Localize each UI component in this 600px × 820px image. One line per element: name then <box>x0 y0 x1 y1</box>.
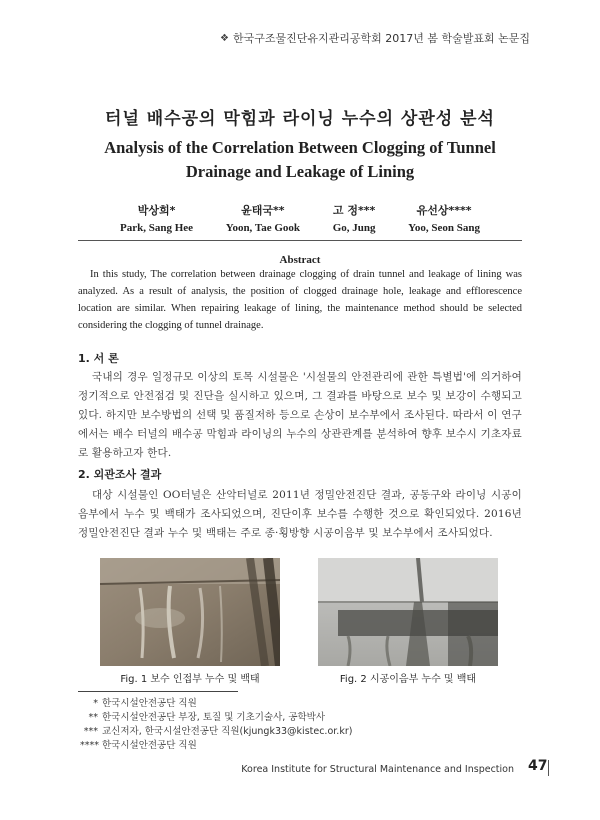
figure-2-caption: Fig. 2 시공이음부 누수 및 백태 <box>339 674 477 685</box>
divider <box>78 240 522 241</box>
author-name-ko: 윤태국** <box>241 204 285 217</box>
title-english <box>0 136 600 184</box>
author-name-en: Yoo, Seon Sang <box>408 222 480 234</box>
title-korean: 터널 배수공의 막힘과 라이닝 누수의 상관성 분석 <box>105 109 495 129</box>
footnote-text: 한국시설안전공단 직원 <box>102 740 197 751</box>
footnote-mark: **** <box>80 740 99 751</box>
figure-1-caption: Fig. 1 보수 인접부 누수 및 백태 <box>120 674 260 685</box>
author-list <box>120 202 480 234</box>
abstract-text: In this study, The correlation between drainage clogging of drain tunnel and leakage of lining was analyzed. As a result of analysis, the position of clogged drainage hole, leakage and efflorescence location are similar. When repairing leakage of lining, the maintenance method should be selected considering the clogging of tunnel drainage. <box>78 269 522 331</box>
author <box>226 202 300 234</box>
footnote-mark: *** <box>83 726 98 737</box>
author <box>408 202 480 234</box>
footnote-mark: * <box>93 698 98 709</box>
author-name-ko: 박상희* <box>137 204 176 217</box>
diamond-icon: ❖ <box>220 32 229 44</box>
section-heading-inspection: 2. 외관조사 결과 <box>78 468 162 481</box>
author-name-en: Park, Sang Hee <box>120 222 194 234</box>
figure-1-photo <box>100 558 280 666</box>
footnote-text: 한국시설안전공단 직원 <box>102 698 197 709</box>
author-name-ko: 유선상**** <box>416 204 472 217</box>
footnote-divider <box>78 691 238 692</box>
footnote <box>80 725 352 739</box>
author-name-ko: 고 정*** <box>332 204 376 217</box>
section-text-intro: 국내의 경우 일정규모 이상의 토목 시설물은 '시설물의 안전관리에 관한 특별법'에 의거하여 정기적으로 안전점검 및 진단을 실시하고 있으며, 그 결과를 바탕으로 보수 및 보강이 수행되고 있다. 하지만 보수방법의 선택 및 품질저하 등으로 손상이 보수부에서 조사된다. 따라서 이 연구에서는 배수 터널의 배수공 막힘과 라이닝의 누수의 상관관계를 분석하여 향후 보수시 기초자료로 활용하고자 한다. <box>78 371 522 459</box>
author-name-en: Yoon, Tae Gook <box>225 222 300 234</box>
footnote-text: 교신저자, 한국시설안전공단 직원(kjungk33@kistec.or.kr) <box>102 726 353 737</box>
footnote-mark: ** <box>88 712 98 723</box>
footnote-text: 한국시설안전공단 부장, 토질 및 기초기술사, 공학박사 <box>102 712 326 723</box>
author <box>333 202 376 234</box>
title-english-line2: Drainage and Leakage of Lining <box>185 162 415 181</box>
footer-text: Korea Institute for Structural Maintenance and Inspection <box>241 764 514 775</box>
footnote <box>80 739 197 753</box>
author-name-en: Go, Jung <box>332 222 376 234</box>
journal-header <box>220 30 530 46</box>
section-text-inspection: 대상 시설물인 OO터널은 산악터널로 2011년 정밀안전진단 결과, 공동구와 라이닝 시공이음부에서 누수 및 백태가 조사되었으며, 진단이후 보수를 수행한 것으로 확인되었다. 2016년 정밀안전진단 결과 누수 및 백태는 주로 종·횡방향 시공이음부 및 보수부에서 조사되었다. <box>78 489 522 539</box>
title-english-line1: Analysis of the Correlation Between Clogging of Tunnel <box>104 138 496 157</box>
section-heading-intro: 1. 서 론 <box>78 352 119 365</box>
figure-2-photo <box>318 558 498 666</box>
author <box>120 202 193 234</box>
page-number-bar <box>548 760 549 776</box>
abstract-heading: Abstract <box>279 254 321 266</box>
footnote <box>80 711 325 725</box>
footnote <box>80 697 197 711</box>
journal-header-text: 한국구조물진단유지관리공학회 2017년 봄 학술발표회 논문집 <box>232 32 530 45</box>
page-number: 47 <box>528 758 548 774</box>
